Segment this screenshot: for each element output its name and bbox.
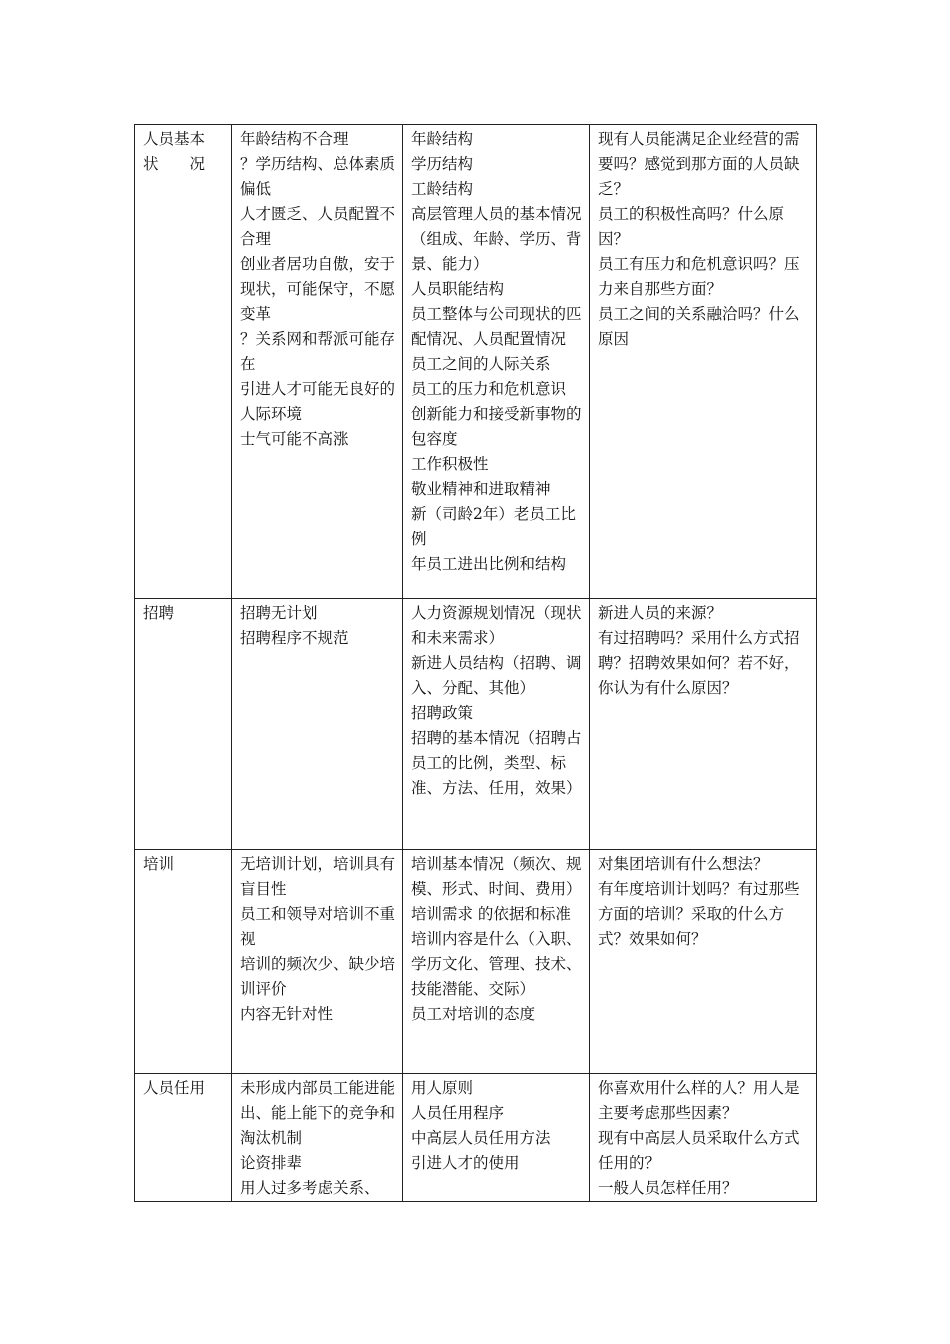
questions-cell — [590, 1074, 817, 1202]
survey-item: 员工对培训的态度 — [411, 1005, 536, 1023]
problem-item: ？学历结构、总体素质偏低 — [240, 155, 396, 198]
survey-item: 学历结构 — [411, 155, 474, 173]
survey-item: 培训基本情况（频次、规模、形式、时间、费用） — [411, 855, 582, 898]
question-item: 员工的积极性高吗？什么原因？ — [598, 205, 785, 248]
survey-item: 新进人员结构（招聘、调入、分配、其他） — [411, 654, 582, 697]
survey-item: 中高层人员任用方法 — [411, 1129, 551, 1147]
problem-item: 创业者居功自傲，安于现状，可能保守，不愿变革 — [240, 255, 396, 323]
table-row — [135, 1074, 817, 1202]
problems-cell — [232, 599, 403, 850]
question-item: 新进人员的来源？ — [598, 604, 723, 622]
category-cell — [135, 599, 232, 850]
survey-item: 敬业精神和进取精神 — [411, 480, 551, 498]
category-cell — [135, 850, 232, 1074]
survey-item: 员工之间的人际关系 — [411, 355, 551, 373]
category-label: 人员基本状况 — [143, 130, 206, 173]
question-item: 一般人员怎样任用？ — [598, 1179, 738, 1197]
survey-item: 招聘的基本情况（招聘占员工的比例，类型、标准、方法、任用，效果） — [411, 729, 582, 797]
table-row — [135, 850, 817, 1074]
problem-item: 招聘程序不规范 — [240, 629, 349, 647]
problem-item: 员工和领导对培训不重视 — [240, 905, 396, 948]
category-label: 培训 — [143, 855, 175, 873]
category-label: 人员任用 — [143, 1079, 206, 1097]
problem-item: 论资排辈 — [240, 1154, 303, 1172]
analysis-table — [134, 124, 817, 1202]
table-row — [135, 599, 817, 850]
problem-item: 内容无针对性 — [240, 1005, 334, 1023]
question-item: 员工之间的关系融洽吗？什么原因 — [598, 305, 800, 348]
category-label: 招聘 — [143, 604, 175, 622]
survey-item: 培训需求 的依据和标准 — [411, 905, 571, 923]
problem-item: 无培训计划，培训具有盲目性 — [240, 855, 396, 898]
survey-item: 新（司龄2年）老员工比例 — [411, 505, 576, 548]
question-item: 对集团培训有什么想法？ — [598, 855, 769, 873]
problem-item: 士气可能不高涨 — [240, 430, 349, 448]
problem-item: 引进人才可能无良好的人际环境 — [240, 380, 396, 423]
problem-item: 人才匮乏、人员配置不合理 — [240, 205, 396, 248]
questions-cell — [590, 850, 817, 1074]
survey-item: 人员任用程序 — [411, 1104, 505, 1122]
question-item: 有过招聘吗？采用什么方式招聘？招聘效果如何？若不好，你认为有什么原因？ — [598, 629, 800, 697]
problem-item: 未形成内部员工能进能出、能上能下的竞争和淘汰机制 — [240, 1079, 396, 1147]
problem-item: 年龄结构不合理 — [240, 130, 349, 148]
items-cell — [403, 125, 590, 599]
questions-cell — [590, 599, 817, 850]
survey-item: 创新能力和接受新事物的包容度 — [411, 405, 582, 448]
problems-cell — [232, 1074, 403, 1202]
problems-cell — [232, 850, 403, 1074]
survey-item: 工龄结构 — [411, 180, 474, 198]
items-cell — [403, 599, 590, 850]
items-cell — [403, 1074, 590, 1202]
questions-cell — [590, 125, 817, 599]
survey-item: 人力资源规划情况（现状和未来需求） — [411, 604, 582, 647]
question-item: 现有中高层人员采取什么方式任用的？ — [598, 1129, 800, 1172]
question-item: 现有人员能满足企业经营的需要吗？感觉到那方面的人员缺乏？ — [598, 130, 800, 198]
survey-item: 年员工进出比例和结构 — [411, 555, 567, 573]
problem-item: 招聘无计划 — [240, 604, 318, 622]
items-cell — [403, 850, 590, 1074]
survey-item: 员工整体与公司现状的匹配情况、人员配置情况 — [411, 305, 582, 348]
question-item: 员工有压力和危机意识吗？压力来自那些方面？ — [598, 255, 800, 298]
survey-item: 员工的压力和危机意识 — [411, 380, 567, 398]
category-cell — [135, 1074, 232, 1202]
question-item: 你喜欢用什么样的人？用人是主要考虑那些因素？ — [598, 1079, 800, 1122]
question-item: 有年度培训计划吗？有过那些方面的培训？采取的什么方式？效果如何？ — [598, 880, 800, 948]
problems-cell — [232, 125, 403, 599]
survey-item: 引进人才的使用 — [411, 1154, 520, 1172]
category-cell — [135, 125, 232, 599]
survey-item: 高层管理人员的基本情况（组成、年龄、学历、背景、能力） — [411, 205, 582, 273]
problem-item: 用人过多考虑关系、 — [240, 1179, 380, 1197]
survey-item: 招聘政策 — [411, 704, 474, 722]
table-row — [135, 125, 817, 599]
survey-item: 人员职能结构 — [411, 280, 505, 298]
problem-item: ？关系网和帮派可能存在 — [240, 330, 396, 373]
survey-item: 年龄结构 — [411, 130, 474, 148]
survey-item: 工作积极性 — [411, 455, 489, 473]
problem-item: 培训的频次少、缺少培训评价 — [240, 955, 396, 998]
survey-item: 用人原则 — [411, 1079, 474, 1097]
survey-item: 培训内容是什么（入职、学历文化、管理、技术、技能潜能、交际） — [411, 930, 582, 998]
